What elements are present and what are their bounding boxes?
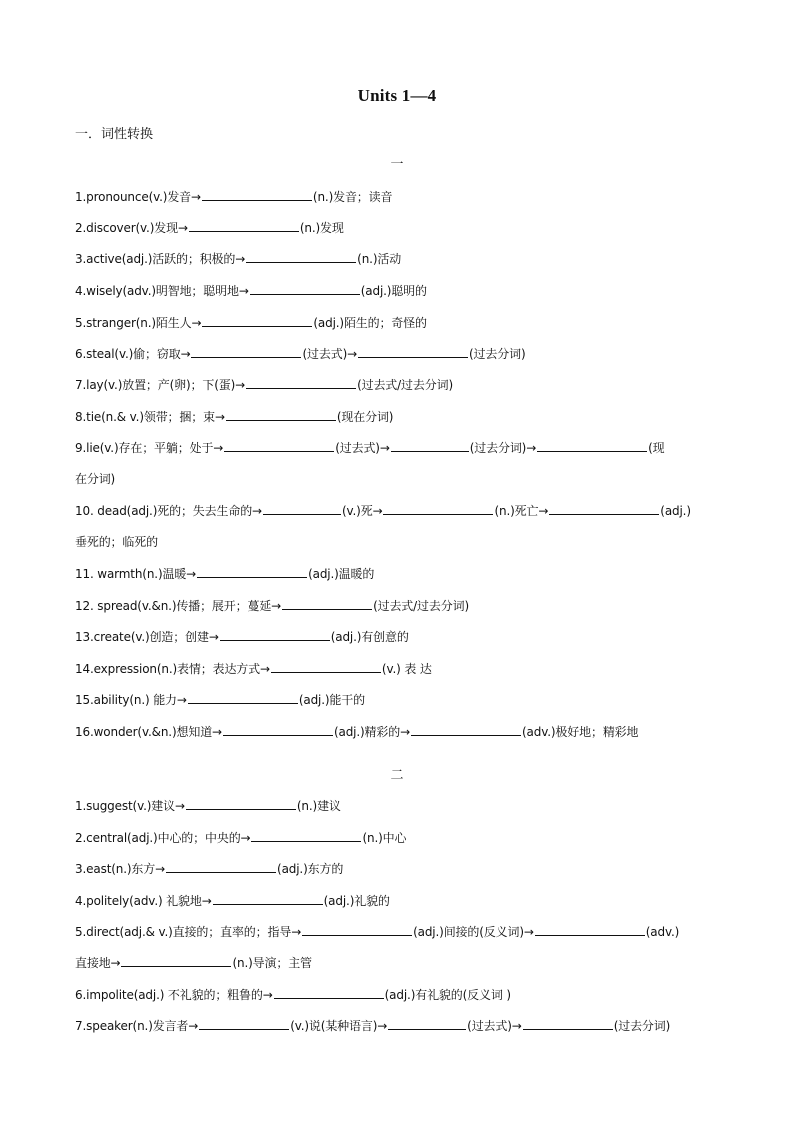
answer-blank[interactable] bbox=[383, 502, 493, 515]
exercise-line: 1.suggest(v.)建议→ (n.)建议 bbox=[75, 799, 341, 813]
answer-blank[interactable] bbox=[523, 1017, 613, 1030]
answer-blank[interactable] bbox=[197, 565, 307, 578]
answer-blank[interactable] bbox=[191, 345, 301, 358]
answer-blank[interactable] bbox=[220, 628, 330, 641]
exercise-line: 4.wisely(adv.)明智地；聪明地→ (adj.)聪明的 bbox=[75, 284, 427, 298]
answer-blank[interactable] bbox=[166, 860, 276, 873]
answer-blank[interactable] bbox=[186, 797, 296, 810]
exercise-line: 7.speaker(n.)发言者→ (v.)说(某种语言)→ (过去式)→ (过去分词) bbox=[75, 1019, 671, 1033]
group-label-1: 一 bbox=[390, 157, 404, 172]
exercise-line: 1.pronounce(v.)发音→ (n.)发音；读音 bbox=[75, 190, 393, 204]
answer-blank[interactable] bbox=[537, 439, 647, 452]
answer-blank[interactable] bbox=[274, 986, 384, 999]
answer-blank[interactable] bbox=[202, 314, 312, 327]
exercise-line: 2.discover(v.)发现→ (n.)发现 bbox=[75, 221, 344, 235]
exercise-line: 6.impolite(adj.) 不礼貌的；粗鲁的→ (adj.)有礼貌的(反义词 ) bbox=[75, 988, 511, 1002]
answer-blank[interactable] bbox=[223, 723, 333, 736]
answer-blank[interactable] bbox=[388, 1017, 466, 1030]
answer-blank[interactable] bbox=[188, 691, 298, 704]
exercise-line-continued: 在分词) bbox=[75, 472, 116, 486]
exercise-line: 13.create(v.)创造；创建→ (adj.)有创意的 bbox=[75, 630, 409, 644]
answer-blank[interactable] bbox=[189, 219, 299, 232]
answer-blank[interactable] bbox=[246, 376, 356, 389]
exercise-line: 12. spread(v.&n.)传播；展开；蔓延→ (过去式/过去分词) bbox=[75, 599, 469, 613]
exercise-line: 3.active(adj.)活跃的；积极的→ (n.)活动 bbox=[75, 252, 402, 266]
answer-blank[interactable] bbox=[213, 892, 323, 905]
answer-blank[interactable] bbox=[251, 829, 361, 842]
exercise-line: 15.ability(n.) 能力→ (adj.)能干的 bbox=[75, 693, 365, 707]
exercise-line-continued: 垂死的；临死的 bbox=[75, 535, 158, 549]
exercise-line: 3.east(n.)东方→ (adj.)东方的 bbox=[75, 862, 344, 876]
exercise-line: 2.central(adj.)中心的；中央的→ (n.)中心 bbox=[75, 831, 407, 845]
answer-blank[interactable] bbox=[202, 188, 312, 201]
exercise-line: 14.expression(n.)表情；表达方式→ (v.) 表 达 bbox=[75, 662, 432, 676]
answer-blank[interactable] bbox=[199, 1017, 289, 1030]
page-title: Units 1—4 bbox=[357, 86, 437, 105]
exercise-line: 7.lay(v.)放置；产(卵)；下(蛋)→ (过去式/过去分词) bbox=[75, 378, 453, 392]
exercise-line: 9.lie(v.)存在；平躺；处于→ (过去式)→ (过去分词)→ (现 bbox=[75, 441, 665, 455]
exercise-line-continued: 直接地→ (n.)导演；主管 bbox=[75, 956, 312, 970]
answer-blank[interactable] bbox=[391, 439, 469, 452]
answer-blank[interactable] bbox=[271, 660, 381, 673]
answer-blank[interactable] bbox=[549, 502, 659, 515]
group-label-2: 二 bbox=[390, 768, 404, 783]
answer-blank[interactable] bbox=[226, 408, 336, 421]
exercise-line: 6.steal(v.)偷；窃取→ (过去式)→ (过去分词) bbox=[75, 347, 526, 361]
exercise-line: 11. warmth(n.)温暖→ (adj.)温暖的 bbox=[75, 567, 375, 581]
answer-blank[interactable] bbox=[358, 345, 468, 358]
answer-blank[interactable] bbox=[246, 250, 356, 263]
answer-blank[interactable] bbox=[224, 439, 334, 452]
answer-blank[interactable] bbox=[282, 597, 372, 610]
answer-blank[interactable] bbox=[302, 923, 412, 936]
answer-blank[interactable] bbox=[250, 282, 360, 295]
exercise-line: 10. dead(adj.)死的；失去生命的→ (v.)死→ (n.)死亡→ (adj.) bbox=[75, 504, 691, 518]
exercise-line: 8.tie(n.& v.)领带；捆；束→ (现在分词) bbox=[75, 410, 394, 424]
answer-blank[interactable] bbox=[535, 923, 645, 936]
exercise-line: 4.politely(adv.) 礼貌地→ (adj.)礼貌的 bbox=[75, 894, 390, 908]
answer-blank[interactable] bbox=[411, 723, 521, 736]
answer-blank[interactable] bbox=[121, 954, 231, 967]
section-heading: 一．词性转换 bbox=[75, 127, 154, 142]
exercise-line: 16.wonder(v.&n.)想知道→ (adj.)精彩的→ (adv.)极好地；精彩地 bbox=[75, 725, 639, 739]
exercise-line: 5.direct(adj.& v.)直接的；直率的；指导→ (adj.)间接的(反义词)→ (adv.) bbox=[75, 925, 680, 939]
exercise-line: 5.stranger(n.)陌生人→ (adj.)陌生的；奇怪的 bbox=[75, 316, 427, 330]
answer-blank[interactable] bbox=[263, 502, 341, 515]
